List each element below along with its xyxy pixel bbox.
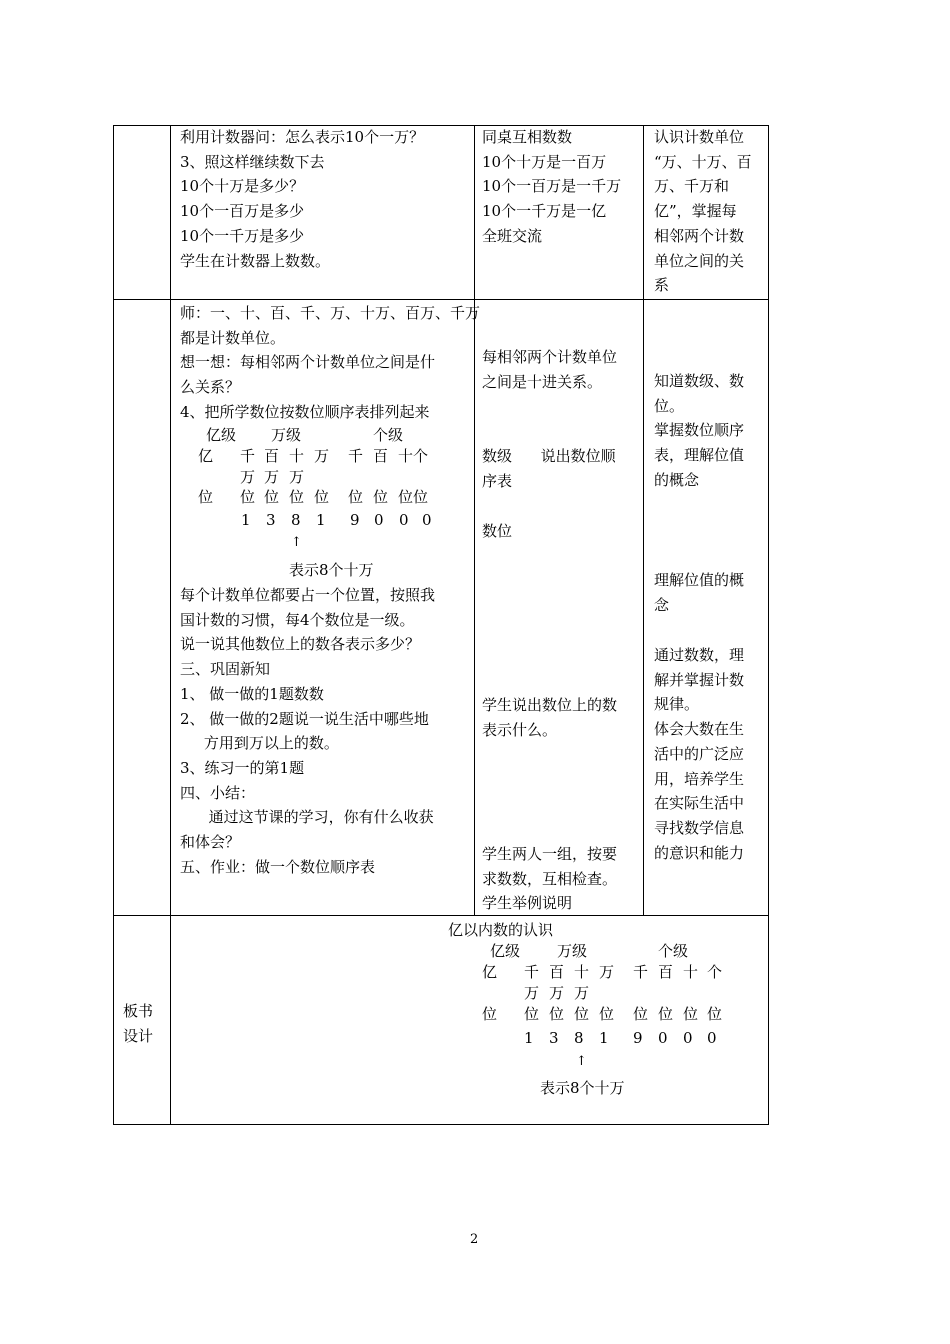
row1-col1-text: 利用计数器问：怎么表示10个一万？ 3、照这样继续数下去 10个十万是多少？ 10个一百万是多少 10个一千万是多少 学生在计数器上数数。 [180,128,425,270]
digit-cell: 0 [374,511,384,529]
board-arrow-note: 表示8个十万 [540,1079,625,1097]
unit-cell: 位 [314,488,330,506]
up-arrow-icon: ↑ [291,535,302,550]
board-unit: 位 [574,1005,590,1023]
board-unit: 位 [599,1005,615,1023]
unit-cell: 位 [198,488,214,506]
level-yi: 亿级 [206,426,237,444]
table-row-divider-2 [113,915,769,916]
unit-cell: 万 [264,468,280,486]
digit-cell: 0 [422,511,432,529]
digit-cell: 0 [399,511,409,529]
unit-cell: 位 [240,488,256,506]
board-level-wan: 万级 [557,942,588,960]
board-unit: 位 [633,1005,649,1023]
board-digit: 8 [574,1029,584,1047]
board-unit: 百 [658,963,674,981]
table-border-bottom [113,1124,769,1125]
row2-col2-d: 学生说出数位上的数 表示什么。 [482,696,618,739]
board-unit: 千 [633,963,649,981]
unit-cell: 万 [240,468,256,486]
board-unit: 亿 [482,963,498,981]
unit-cell: 万 [289,468,305,486]
board-digit: 0 [683,1029,693,1047]
level-wan: 万级 [271,426,302,444]
board-unit: 位 [549,1005,565,1023]
board-unit: 万 [524,984,540,1002]
row1-col2-text: 同桌互相数数 10个十万是一百万 10个一百万是一千万 10个一千万是一亿 全班交流 [482,128,622,245]
level-ge: 个级 [373,426,404,444]
unit-cell: 十 [289,447,305,465]
board-level-ge: 个级 [658,942,689,960]
board-unit: 百 [549,963,565,981]
board-unit: 个 [707,963,723,981]
digit-cell: 3 [266,511,276,529]
board-unit: 位 [707,1005,723,1023]
unit-cell: 十个 [398,447,429,465]
unit-cell: 位 [373,488,389,506]
row1-col3-text: 认识计数单位 “万、十万、百 万、千万和 亿”，掌握每 相邻两个计数 单位之间的关 系 [654,128,752,295]
row2-col2-b: 数级 说出数位顺 序表 [482,447,616,490]
digit-cell: 1 [316,511,326,529]
row2-col3-a: 知道数级、数 位。 掌握数位顺序 表，理解位值 的概念 [654,372,745,489]
unit-cell: 百 [373,447,389,465]
row2-col3-b: 理解位值的概 念 [654,571,745,614]
board-digit: 3 [549,1029,559,1047]
lesson-table [113,125,769,1125]
board-digit: 1 [524,1029,534,1047]
board-design-label: 板书 设计 [123,1002,154,1045]
unit-cell: 位 [264,488,280,506]
unit-cell: 位位 [398,488,429,506]
table-divider-col0 [170,125,171,1125]
board-unit: 千 [524,963,540,981]
arrow-note: 表示8个十万 [289,561,374,579]
unit-cell: 千 [240,447,256,465]
board-unit: 万 [574,984,590,1002]
unit-cell: 百 [264,447,280,465]
board-unit: 位 [524,1005,540,1023]
unit-cell: 位 [348,488,364,506]
unit-cell: 万 [314,447,330,465]
unit-cell: 亿 [198,447,214,465]
digit-cell: 8 [291,511,301,529]
row2-col2-e: 学生两人一组，按要 求数数，互相检查。 学生举例说明 [482,845,618,913]
row2-col1-body: 每个计数单位都要占一个位置，按照我 国计数的习惯，每4个数位是一级。 说一说其他数位上的数各表示多少？ 三、巩固新知 1、 做一做的1题数数 2、 做一做的2题说一说生活中哪些地 方用到万以上的数。 3、练习一的第1题 四、小结： 通过这节课的学习，你有什么收获 和体会？ 五、作业：做一个数位顺序表 [180,586,436,876]
table-row-divider-1 [113,299,769,300]
board-unit: 位 [482,1005,498,1023]
digit-cell: 1 [241,511,251,529]
board-unit: 位 [683,1005,699,1023]
row2-col2-c: 数位 [482,522,513,540]
board-unit: 十 [574,963,590,981]
board-unit: 万 [549,984,565,1002]
table-divider-col2 [643,125,644,916]
board-level-yi: 亿级 [490,942,521,960]
unit-cell: 位 [289,488,305,506]
board-digit: 0 [658,1029,668,1047]
row2-col3-c: 通过数数，理 解并掌握计数 规律。 体会大数在生 活中的广泛应 用，培养学生 在实际生活中 寻找数学信息 的意识和能力 [654,646,745,862]
unit-cell: 千 [348,447,364,465]
table-border-left [113,125,114,1125]
board-unit: 万 [599,963,615,981]
digit-cell: 9 [350,511,360,529]
table-border-right [768,125,769,1125]
board-digit: 1 [599,1029,609,1047]
row2-col1-intro: 师：一、十、百、千、万、十万、百万、千万 都是计数单位。 想一想：每相邻两个计数单位之间是什 么关系？ 4、把所学数位按数位顺序表排列起来 [180,304,481,421]
board-unit: 十 [683,963,699,981]
board-up-arrow-icon: ↑ [576,1054,587,1069]
board-digit: 0 [707,1029,717,1047]
board-unit: 位 [658,1005,674,1023]
table-divider-col1 [474,125,475,916]
row2-col2-a: 每相邻两个计数单位 之间是十进关系。 [482,348,618,391]
page-number: 2 [470,1232,479,1247]
board-title: 亿以内数的认识 [448,921,554,939]
board-digit: 9 [633,1029,643,1047]
